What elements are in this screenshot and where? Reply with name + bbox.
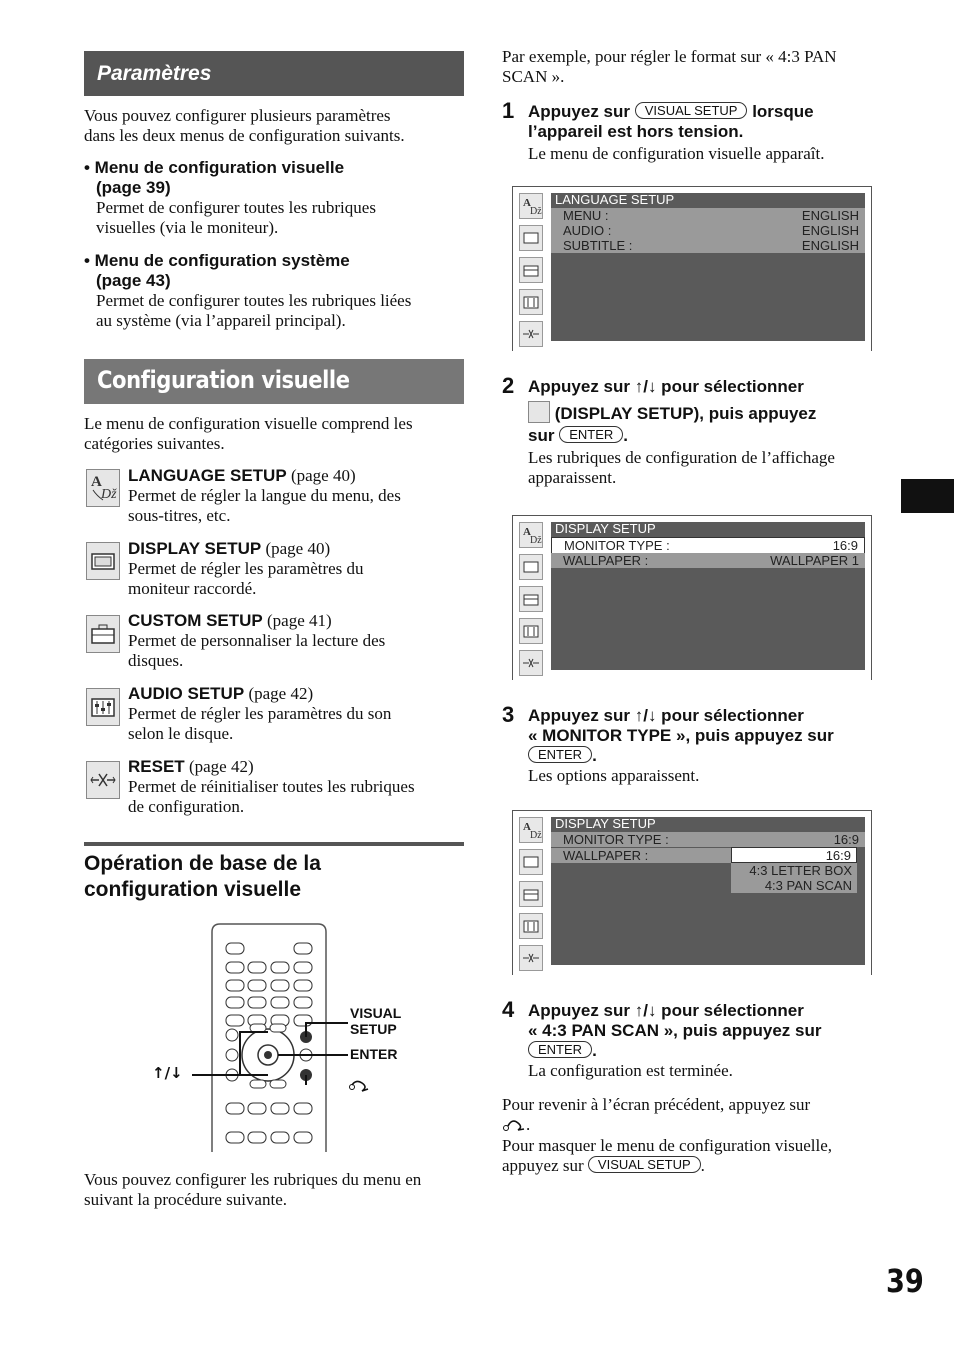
page-number: 39 <box>886 1262 924 1300</box>
language-icon <box>519 817 543 843</box>
equalizer-icon <box>519 289 543 315</box>
category-custom: CUSTOM SETUP (page 41) Permet de personnaliser la lecture des disques. <box>128 611 386 670</box>
arrows-callout: ↑/↓ <box>152 1064 183 1082</box>
step-2: Appuyez sur ↑/↓ pour sélectionner (DISPLAY SETUP), puis appuyez sur ENTER . Les rubriques de configuration de l’affichage apparaissent. <box>528 377 835 487</box>
visual-setup-key: VISUAL SETUP <box>588 1156 701 1173</box>
language-icon <box>519 522 543 548</box>
equalizer-icon <box>519 913 543 939</box>
language-icon <box>86 469 120 507</box>
category-display: DISPLAY SETUP (page 40) Permet de régler les paramètres du moniteur raccordé. <box>128 539 364 598</box>
svg-text:A: A <box>523 526 531 538</box>
step-3-number: 3 <box>502 702 515 727</box>
step-2-number: 2 <box>502 373 515 398</box>
reset-icon <box>519 650 543 676</box>
remote-control-diagram <box>140 920 440 1155</box>
svg-text:A: A <box>523 821 531 833</box>
step-1-number: 1 <box>502 98 515 123</box>
step-3: Appuyez sur ↑/↓ pour sélectionner « MONITOR TYPE », puis appuyez sur ENTER . Les options apparaissent. <box>528 706 834 785</box>
reset-icon <box>86 761 120 799</box>
config-title: Configuration visuelle <box>97 366 350 394</box>
audio-row: AUDIO : ENGLISH <box>551 223 865 238</box>
display-icon <box>519 225 543 251</box>
screen-title: DISPLAY SETUP <box>555 521 656 536</box>
visual-setup-key: VISUAL SETUP <box>635 102 748 119</box>
language-icon <box>519 193 543 219</box>
toolbox-icon <box>86 615 120 653</box>
step-4-number: 4 <box>502 997 515 1022</box>
reset-icon <box>519 945 543 971</box>
section-divider <box>84 842 464 846</box>
option-letter-box: 4:3 LETTER BOX <box>731 863 857 878</box>
svg-text:ǅ: ǅ <box>101 487 117 502</box>
subtitle-row: SUBTITLE : ENGLISH <box>551 238 865 253</box>
svg-text:A: A <box>91 474 102 490</box>
parametres-title: Paramètres <box>97 62 212 85</box>
category-audio: AUDIO SETUP (page 42) Permet de régler les paramètres du son selon le disque. <box>128 684 392 743</box>
equalizer-icon <box>519 618 543 644</box>
parametres-intro: Vous pouvez configurer plusieurs paramètres dans les deux menus de configuration suivants. <box>84 106 405 145</box>
svg-text:A: A <box>523 197 531 209</box>
back-instructions: Pour revenir à l’écran précédent, appuyez sur . <box>502 1095 811 1134</box>
config-intro: Le menu de configuration visuelle comprend les catégories suivantes. <box>84 414 413 453</box>
screen-title: LANGUAGE SETUP <box>555 192 675 207</box>
svg-text:ǅ: ǅ <box>530 830 542 841</box>
parametres-heading-bar <box>84 51 464 96</box>
enter-key: ENTER <box>528 1041 592 1058</box>
back-icon <box>502 1118 526 1132</box>
option-pan-scan: 4:3 PAN SCAN <box>731 878 857 893</box>
display-setup-screen <box>512 515 872 680</box>
step-1: Appuyez sur VISUAL SETUP lorsque l’appareil est hors tension. Le menu de configuration visuelle apparaît. <box>528 102 825 163</box>
toolbox-icon <box>519 586 543 612</box>
category-language: LANGUAGE SETUP (page 40) Permet de régler la langue du menu, des sous-titres, etc. <box>128 466 401 525</box>
enter-key: ENTER <box>559 426 623 443</box>
enter-key: ENTER <box>528 746 592 763</box>
equalizer-icon <box>86 688 120 726</box>
monitor-type-row: MONITOR TYPE : 16:9 <box>551 537 865 554</box>
option-16-9: 16:9 <box>731 847 857 863</box>
enter-callout: ENTER <box>350 1046 398 1062</box>
toolbox-icon <box>519 881 543 907</box>
display-icon <box>519 554 543 580</box>
hide-instructions: Pour masquer le menu de configuration visuelle, appuyez sur VISUAL SETUP . <box>502 1136 832 1175</box>
chapter-tab <box>901 479 954 513</box>
config-heading-bar <box>84 359 464 404</box>
wallpaper-row: WALLPAPER : WALLPAPER 1 <box>551 553 865 568</box>
bullet-system-menu: • Menu de configuration système (page 43) Permet de configurer toutes les rubriques liées au système (via l’appareil principal). <box>84 251 412 330</box>
screen-title: DISPLAY SETUP <box>555 816 656 831</box>
display-icon <box>519 849 543 875</box>
visual-setup-callout: VISUAL SETUP <box>350 1005 402 1037</box>
wallpaper-row: WALLPAPER : <box>551 848 739 863</box>
procedure-text: Vous pouvez configurer les rubriques du menu en suivant la procédure suivante. <box>84 1170 422 1209</box>
operation-title: Opération de base de la configuration visuelle <box>84 852 321 901</box>
category-reset: RESET (page 42) Permet de réinitialiser toutes les rubriques de configuration. <box>128 757 415 816</box>
display-setup-options-screen <box>512 810 872 975</box>
menu-row: MENU : ENGLISH <box>551 208 865 223</box>
monitor-type-row: MONITOR TYPE : 16:9 <box>551 832 865 847</box>
toolbox-icon <box>519 257 543 283</box>
reset-icon <box>519 321 543 347</box>
svg-text:ǅ: ǅ <box>530 206 542 217</box>
language-setup-screen <box>512 186 872 351</box>
example-text: Par exemple, pour régler le format sur « 4:3 PAN SCAN ». <box>502 47 837 86</box>
step-4: Appuyez sur ↑/↓ pour sélectionner « 4:3 PAN SCAN », puis appuyez sur ENTER . La configuration est terminée. <box>528 1001 822 1080</box>
display-setup-icon <box>528 401 550 423</box>
svg-text:ǅ: ǅ <box>530 535 542 546</box>
display-icon <box>86 542 120 580</box>
bullet-visual-menu: • Menu de configuration visuelle (page 39) Permet de configurer toutes les rubriques visuelles (via le moniteur). <box>84 158 376 237</box>
